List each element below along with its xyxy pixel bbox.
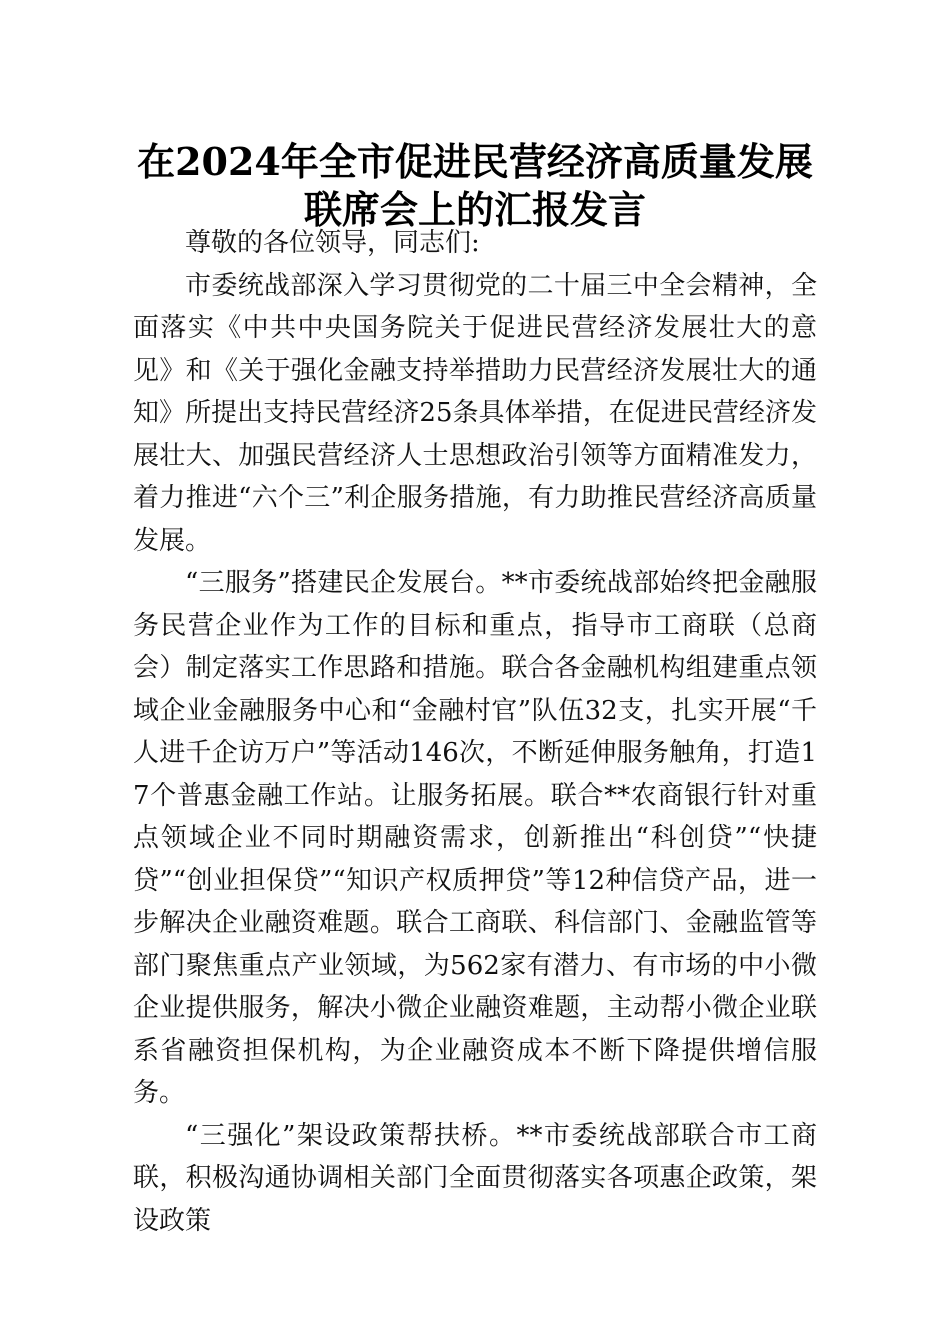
document-title: 在2024年全市促进民营经济高质量发展联席会上的汇报发言 [137, 139, 813, 232]
document-body [133, 222, 817, 1242]
paragraph-three-strengthen: “三强化”架设政策帮扶桥。**市委统战部联合市工商联，积极沟通协调相关部门全面贯彻落实各项惠企政策，架设政策 [133, 1120, 817, 1236]
paragraph-three-services: “三服务”搭建民企发展台。**市委统战部始终把金融服务民营企业作为工作的目标和重点，指导市工商联（总商会）制定落实工作思路和措施。联合各金融机构组建重点领域企业金融服务中心和“金融村官”队伍32支，扎实开展“千人进千企访万户”等活动146次，不断延伸服务触角，打造17个普惠金融工作站。让服务拓展。联合**农商银行针对重点领域企业不同时期融资需求，创新推出“科创贷”“快捷贷”“创业担保贷”“知识产权质押贷”等12种信贷产品，进一步解决企业融资难题。联合工商联、科信部门、金融监管等部门聚焦重点产业领域，为562家有潜力、有市场的中小微企业提供服务，解决小微企业融资难题，主动帮小微企业联系省融资担保机构，为企业融资成本不断下降提供增信服务。 [133, 568, 817, 1108]
paragraph-intro: 市委统战部深入学习贯彻党的二十届三中全会精神，全面落实《中共中央国务院关于促进民营经济发展壮大的意见》和《关于强化金融支持举措助力民营经济发展壮大的通知》所提出支持民营经济25条具体举措，在促进民营经济发展壮大、加强民营经济人士思想政治引领等方面精准发力，着力推进“六个三”利企服务措施，有力助推民营经济高质量发展。 [133, 270, 817, 556]
salutation: 尊敬的各位领导，同志们: [185, 228, 480, 258]
